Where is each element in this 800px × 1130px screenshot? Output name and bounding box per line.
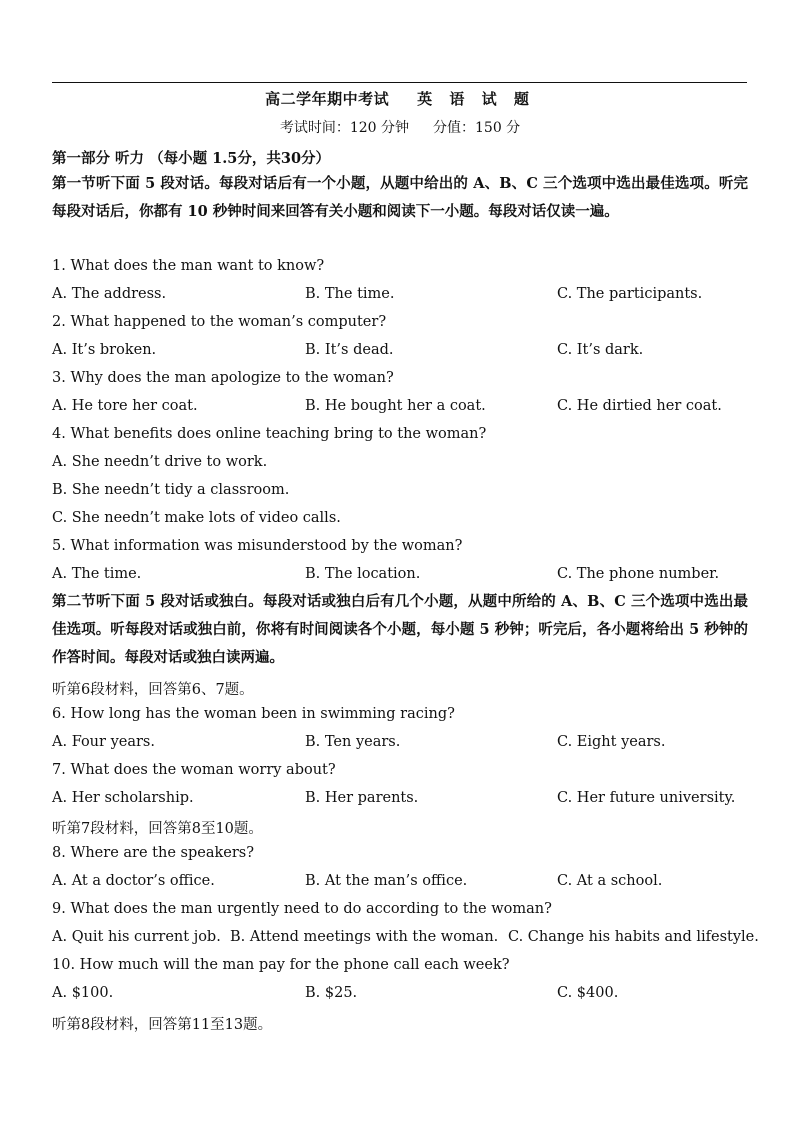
question-2-option-a: A. It’s broken. (52, 342, 157, 358)
question-9-option-c: C. Change his habits and lifestyle. (508, 929, 759, 945)
question-1-stem: 1. What does the man want to know? (52, 258, 325, 274)
question-5-stem: 5. What information was misunderstood by the woman? (52, 538, 463, 554)
header-rule (52, 82, 747, 83)
question-4-stem: 4. What benefits does online teaching bring to the woman? (52, 426, 487, 442)
question-10-stem: 10. How much will the man pay for the phone call each week? (52, 957, 510, 973)
question-7-option-b: B. Her parents. (305, 790, 419, 806)
question-6-stem: 6. How long has the woman been in swimming racing? (52, 706, 455, 722)
question-3-stem: 3. Why does the man apologize to the woman? (52, 370, 394, 386)
question-4-option-b: B. She needn’t tidy a classroom. (52, 482, 290, 498)
question-8-option-b: B. At the man’s office. (305, 873, 468, 889)
question-1-option-c: C. The participants. (557, 286, 703, 302)
subject-title: 英 语 试 题 (417, 90, 535, 108)
note-material-6: 听第6段材料，回答第6、7题。 (52, 682, 254, 698)
question-7-stem: 7. What does the woman worry about? (52, 762, 336, 778)
note-material-7: 听第7段材料，回答第8至10题。 (52, 821, 263, 837)
question-2-option-c: C. It’s dark. (557, 342, 644, 358)
page-title (0, 88, 800, 109)
question-3-option-b: B. He bought her a coat. (305, 398, 486, 414)
question-2-option-b: B. It’s dead. (305, 342, 394, 358)
question-5-option-a: A. The time. (52, 566, 142, 582)
question-10-option-c: C. $400. (557, 985, 619, 1001)
question-10-option-b: B. $25. (305, 985, 358, 1001)
question-4-option-c: C. She needn’t make lots of video calls. (52, 510, 341, 526)
section1-instructions: 第一节听下面 5 段对话。每段对话后有一个小题，从题中给出的 A、B、C 三个选项中选出最佳选项。听完每段对话后，你都有 10 秒钟时间来回答有关小题和阅读下一小题。每段对话仅读一遍。 (52, 175, 748, 220)
exam-info (0, 117, 800, 137)
question-5-option-b: B. The location. (305, 566, 421, 582)
question-3-option-c: C. He dirtied her coat. (557, 398, 722, 414)
question-8-option-c: C. At a school. (557, 873, 663, 889)
question-5-option-c: C. The phone number. (557, 566, 720, 582)
note-material-8: 听第8段材料，回答第11至13题。 (52, 1017, 273, 1033)
question-1-option-b: B. The time. (305, 286, 395, 302)
question-9-stem: 9. What does the man urgently need to do according to the woman? (52, 901, 552, 917)
question-4-option-a: A. She needn’t drive to work. (52, 454, 268, 470)
question-6-option-c: C. Eight years. (557, 734, 666, 750)
question-8-option-a: A. At a doctor’s office. (52, 873, 215, 889)
part1-heading: 第一部分 听力 （每小题 1.5分，共30分） (52, 150, 331, 167)
score-label: 分值：150 分 (433, 120, 521, 136)
question-2-stem: 2. What happened to the woman’s computer? (52, 314, 387, 330)
question-10-option-a: A. $100. (52, 985, 114, 1001)
question-6-option-b: B. Ten years. (305, 734, 401, 750)
question-3-option-a: A. He tore her coat. (52, 398, 198, 414)
question-9-option-a: A. Quit his current job. (52, 929, 221, 945)
section2-instructions: 第二节听下面 5 段对话或独白。每段对话或独白后有几个小题，从题中所给的 A、B、C 三个选项中选出最佳选项。听每段对话或独白前，你将有时间阅读各个小题，每小题 5 秒钟；听完后，各小题将给出 5 秒钟的作答时间。每段对话或独白读两遍。 (52, 593, 748, 666)
question-8-stem: 8. Where are the speakers? (52, 845, 254, 861)
question-1-option-a: A. The address. (52, 286, 167, 302)
exam-title: 高二学年期中考试 (265, 90, 390, 108)
question-9-option-b: B. Attend meetings with the woman. (230, 929, 499, 945)
question-6-option-a: A. Four years. (52, 734, 155, 750)
question-7-option-c: C. Her future university. (557, 790, 736, 806)
time-label: 考试时间：120 分钟 (279, 120, 409, 136)
question-7-option-a: A. Her scholarship. (52, 790, 194, 806)
